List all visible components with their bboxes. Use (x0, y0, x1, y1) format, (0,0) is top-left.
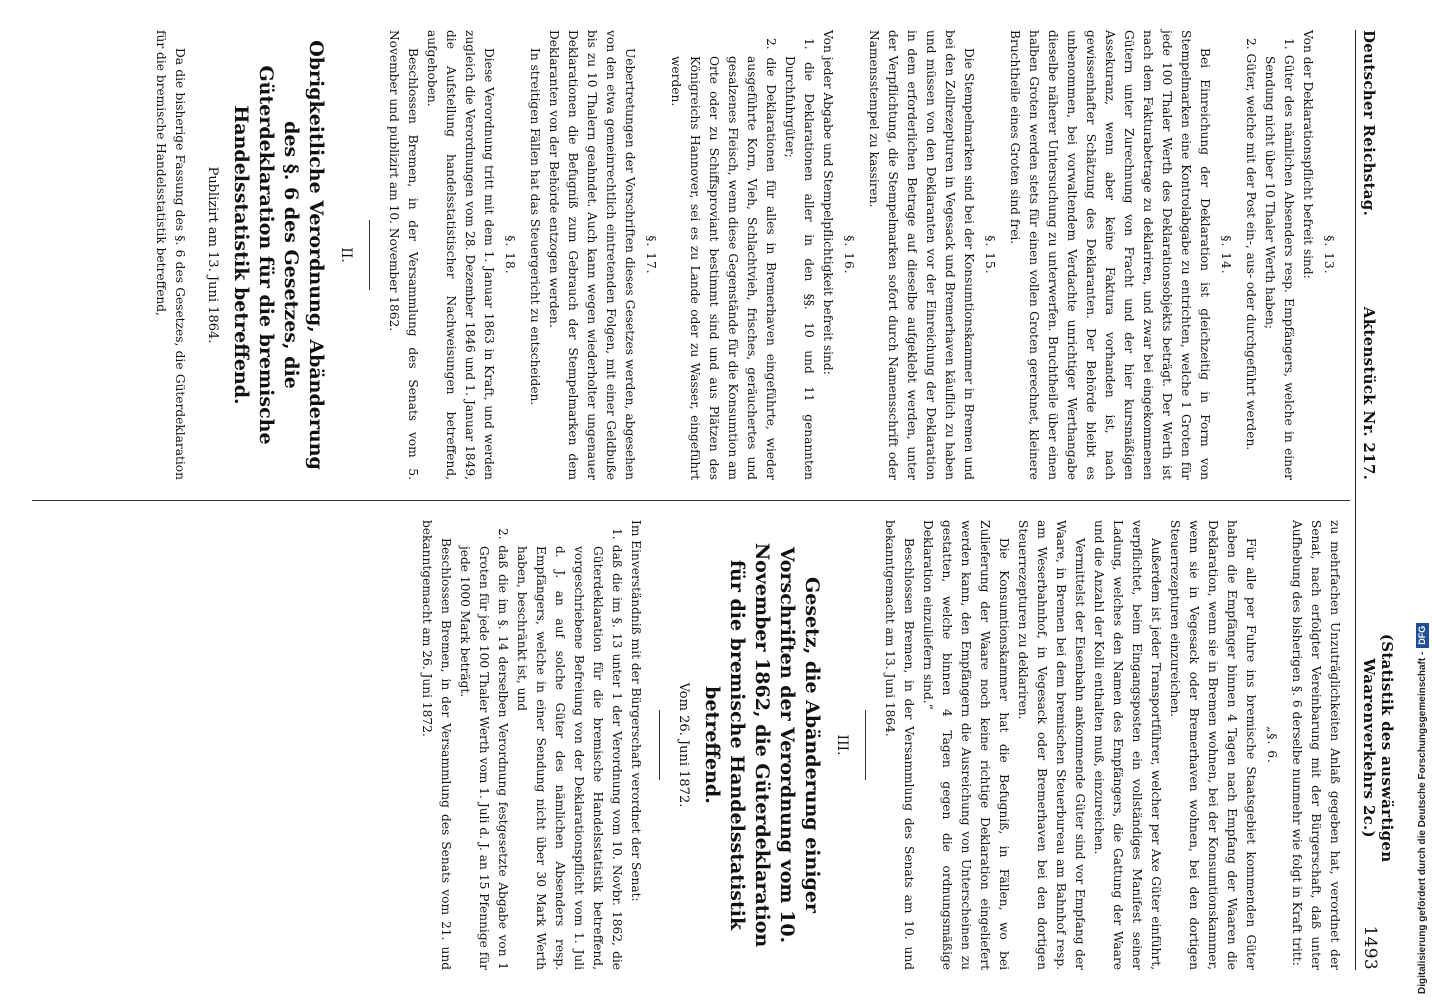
paragraph: Von der Deklarationspflicht befreit sind: (1301, 30, 1315, 279)
paragraph: Von jeder Abgabe und Stempelpflichtigkeit befreit sind: (821, 30, 835, 375)
paragraph: In streitigen Fällen hat das Steuergericht zu entscheiden. (528, 48, 542, 406)
section-heading: „§. 6. (1265, 726, 1279, 764)
page-number: 1493 (1360, 925, 1380, 970)
dfg-logo: DFG (1416, 623, 1429, 648)
section-heading: §. 14. (1219, 235, 1233, 275)
header-rule (1355, 30, 1356, 970)
section-heading: §. 17. (644, 235, 658, 275)
paragraph: Bei Einreichung der Deklaration ist gleichzeitig in Form von Stempelmarken eine Kontrolabgabe zu entrichten, welche 1 Groten für jede 100 Thaler Werth des Deklarationsobjekts beträgt. Der Werth ist nach dem Fakturabetrage zu deklariren, und zwar bei eingekommenen Gütern unter Zurechnung von Fracht und der hier kursmäßigen Assekuranz, wenn aber keine Faktura vorhanden ist, nach gewissenhafter Schätzung des Deklaranten. Der Behörde bleibt es unbenommen, bei vorwaltendem Verdachte unrichtiger Werthangabe dieselbe näherer Untersuchung zu unterwerfen. Bruchtheile über einen halben Groten werden stets für einen vollen Groten gerechnet, kleinere Bruchtheile eines Groten sind frei. (1008, 30, 1212, 480)
paragraph: Da die bisherige Fassung des §. 6 des Gesetzes, die Güterdeklaration für die bremische Handelsstatistik betreffend, (154, 30, 187, 480)
paragraph: Vermittelst der Eisenbahn ankommende Güter sind vor Empfang der Waare, in Bremen bei dem bremischen Steuerbureau am Bahnhof resp. am Weserbahnhof, in Vegesack oder Bremerhaven bei den dortigen Steuerrezepturen zu deklariren. (1016, 520, 1087, 970)
separator-rule (865, 710, 866, 780)
right-column (32, 520, 1344, 970)
separator-rule (369, 220, 370, 290)
part-date: Publizirt am 13. Juni 1864. (205, 166, 220, 344)
header-left: Deutscher Reichstag. (1360, 30, 1378, 217)
list-item: 2. daß die im §. 14 derselben Verordnung festgesetzte Abgabe von 1 Groten für jede 100 Thaler Werth vom 1. Juli d. J. an 15 Pfennige für jede 1000 Mark beträgt. (458, 528, 510, 970)
paragraph: Uebertretungen der Vorschriften dieses Gesetzes werden, abgesehen von den etwa gemeinrechtlich eintretenden Folgen, mit einer Geldbuße bis zu 10 Thalern geahndet. Auch kann wegen wiederholter ungenauer Deklarationen die Befugniß zum Gebrauch der Stempelmarken dem Deklaranten von der Behörde entzogen werden. (547, 30, 637, 480)
list-item: 2. Güter, welche mit der Post ein-, aus- oder durchgeführt werden. (1244, 38, 1258, 451)
section-heading: §. 16. (842, 235, 856, 275)
paragraph: Im Einverständniß mit der Bürgerschaft verordnet der Senat: (629, 520, 643, 902)
signature-line: Beschlossen Bremen, in der Versammlung des Senats vom 5. November und publizirt am 10. November 1862. (387, 30, 420, 480)
signature-line: Beschlossen Bremen, in der Versammlung des Senats vom 21. und bekanntgemacht am 26. Juni 1872. (420, 520, 453, 970)
paragraph: Diese Verordnung tritt mit dem 1. Januar 1863 in Kraft, und werden zugleich die Verordnungen vom 28. Dezember 1846 und 1. Januar 1849, die Aufstellung handelsstatistischer Nachweisungen betreffend, aufgehoben. (425, 30, 496, 480)
part-date: Vom 26. Juni 1872. (676, 682, 691, 808)
part-title: Obrigkeitliche Verordnung, Abänderung des §. 6 des Gesetzes, die Güterdeklaration für die bremische Handelsstatistik betreffend. (230, 40, 327, 470)
part-number: III. (834, 734, 850, 756)
header-right: (Statistik des auswärtigen Waarenverkehrs 2c.) (1360, 633, 1396, 863)
section-heading: §. 13. (1322, 235, 1336, 275)
paragraph: zu mehrfachen Unzuträglichkeiten Anlaß gegeben hat, verordnet der Senat, nach erfolgter Vereinbarung mit der Bürgerschaft, daß unter Aufhebung des bisherigen §. 6 derselbe nunmehr wie folgt in Kraft tritt: (1290, 520, 1342, 970)
list-item: 1. Güter des nämlichen Absenders resp. Empfängers, welche in einer Sendung nicht über 10 Thaler Werth haben; (1263, 38, 1296, 480)
left-column (32, 30, 1344, 480)
part-number: II. (338, 247, 354, 263)
credit-text: Digitalisierung gefördert durch die Deutsche Forschungsgemeinschaft - (1417, 651, 1428, 994)
signature-line: Beschlossen Bremen, in der Versammlung des Senats am 10. und bekanntgemacht am 13. Juni 1864. (883, 520, 916, 970)
section-heading: §. 15. (983, 235, 997, 275)
page-header (1360, 30, 1394, 970)
list-item: 1. die Deklarationen aller in den §§. 10 und 11 genannten Durchfuhrgüter; (783, 38, 816, 480)
separator-rule (659, 710, 660, 780)
list-item: 1. daß die im §. 13 unter 1 der Verordnung vom 10. Novbr. 1862, die Güterdeklaration für die bremische Handelsstatistik betreffend, vorgeschriebene Befreiung von der Deklarationspflicht vom 1. Juli d. J. an auf solche Güter des nämlichen Absenders resp. Empfängers, welche in einer Sendung nicht über 30 Mark Werth haben, beschränkt ist, und (515, 528, 624, 970)
paragraph: Für alle per Fuhre ins bremische Staatsgebiet kommenden Güter haben die Empfänger binnen 4 Tagen nach Empfang der Waaren die Deklaration, wenn sie in Bremen wohnen, bei der Konsumtionskammer, wenn sie in Vegesack oder Bremerhaven wohnen, bei den dortigen Steuerrezepturen einzureichen. (1168, 520, 1258, 970)
paragraph: Die Konsumtionskammer hat die Befugniß, in Fällen, wo bei Zulieferung der Waare noch keine richtige Deklaration eingeliefert werden kann, den Empfängern die Ausreichung von Unterscheinen zu gestatten, welche binnen 4 Tagen gegen die ordnungsmäßige Deklaration einzuliefern sind.“ (921, 520, 1011, 970)
header-center: Aktenstück Nr. 217. (1360, 306, 1378, 481)
rotated-document-page (12, 0, 1412, 1000)
paragraph: Außerdem ist jeder Transportführer, welcher per Axe Güter einführt, verpflichtet, beim Eingangsposten ein vollständiges Manifest seiner Ladung, welches den Namen des Empfängers, die Gattung der Waare und die Anzahl der Kolli enthalten muß, einzureichen. (1092, 520, 1163, 970)
column-divider (32, 500, 1350, 501)
list-item: 2. die Deklarationen für alles in Bremerhaven eingeführte, wieder ausgeführte Korn, Vieh, Schlachtvieh, frisches, geräuchertes und gesalzenes Fleisch, wenn diese Gegenstände für die Konsumtion am Orte oder zu Schiffsproviant bestimmt sind und aus Plätzen des Königreichs Hannover, sei es zu Lande oder zu Wasser, eingeführt werden. (669, 38, 778, 480)
part-title: Gesetz, die Abänderung einiger Vorschriften der Verordnung vom 10. November 1862, die Güterdeklaration für die bremische Handelsstatistik betreffend. (701, 542, 823, 948)
section-heading: §. 18. (503, 235, 517, 275)
digitization-credit (1413, 6, 1432, 994)
paragraph: Die Stempelmarken sind bei der Konsumtionskammer in Bremen und bei den Zollrezepturen in Vegesack und Bremerhaven käuflich zu haben und müssen von den Deklaranten vor der Einreichung der Deklaration in dem erforderlichen Betrage auf dieselbe aufgeklebt werden, unter der Verpflichtung, die Stempelmarken sofort durch Namensschrift oder Namensstempel zu kassiren. (867, 30, 976, 480)
